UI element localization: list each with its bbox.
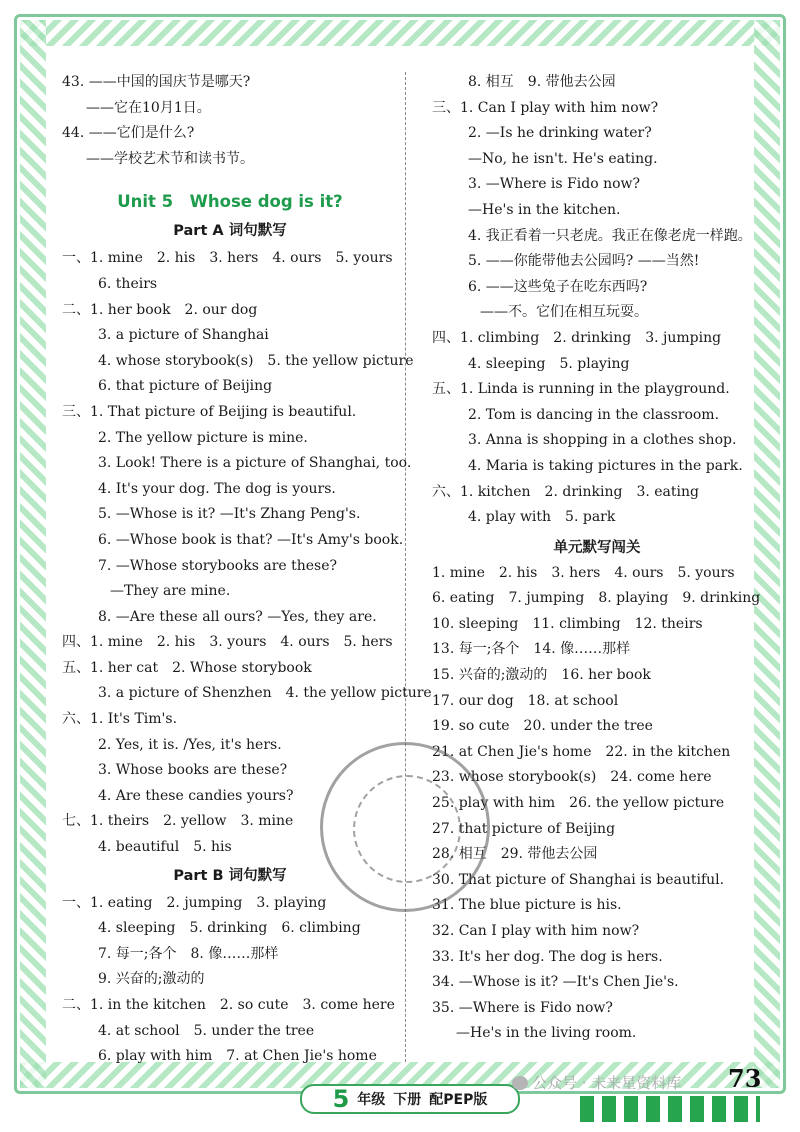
- unit-title: Unit 5 Whose dog is it?: [117, 192, 343, 212]
- part-b-title: Part B 词句默写: [173, 867, 287, 884]
- answer-line: 五、1. her cat 2. Whose storybook: [62, 659, 312, 676]
- answer-line: 4. whose storybook(s) 5. the yellow picture: [98, 352, 414, 369]
- answer-line: 28. 相互 29. 带他去公园: [432, 846, 598, 863]
- left-column: [62, 70, 432, 1070]
- answer-line: 四、1. mine 2. his 3. yours 4. ours 5. hers: [62, 634, 393, 651]
- answer-line: 32. Can I play with him now?: [432, 923, 640, 939]
- answer-line: ——它在10月1日。: [86, 99, 211, 116]
- answer-line: 4. Are these candies yours?: [98, 787, 294, 804]
- answer-line: 17. our dog 18. at school: [432, 692, 619, 709]
- answer-line: 5. —Whose is it? —It's Zhang Peng's.: [98, 506, 361, 523]
- answer-line: 4. play with 5. park: [468, 509, 616, 526]
- answer-line: 6. that picture of Beijing: [98, 378, 273, 395]
- decorative-border-left: [20, 20, 46, 1088]
- part-a-title: Part A 词句默写: [173, 223, 287, 240]
- answer-line: 四、1. climbing 2. drinking 3. jumping: [432, 329, 722, 346]
- answer-line: 23. whose storybook(s) 24. come here: [432, 769, 712, 786]
- answer-line: 3. a picture of Shenzhen 4. the yellow picture: [98, 685, 432, 702]
- grade-label: 年级: [357, 1092, 386, 1108]
- answer-line: 7. —Whose storybooks are these?: [98, 557, 338, 574]
- right-column: [432, 70, 762, 1047]
- answer-line: 一、1. mine 2. his 3. hers 4. ours 5. yours: [62, 250, 393, 267]
- answer-line: 2. Tom is dancing in the classroom.: [468, 406, 720, 423]
- answer-line: 19. so cute 20. under the tree: [432, 718, 653, 735]
- answer-line: 2. The yellow picture is mine.: [98, 429, 308, 446]
- answer-line: 6. theirs: [98, 275, 158, 292]
- answer-line: 4. 我正看着一只老虎。我正在像老虎一样跑。: [468, 227, 752, 244]
- answer-line: 21. at Chen Jie's home 22. in the kitchen: [432, 743, 731, 760]
- answer-line: 2. Yes, it is. /Yes, it's hers.: [98, 736, 282, 753]
- section-title: 单元默写闯关: [553, 539, 641, 556]
- column-divider: [405, 72, 406, 1062]
- term-label: 下册: [393, 1092, 422, 1108]
- grade-number: 5: [332, 1085, 350, 1113]
- answer-line: 4. It's your dog. The dog is yours.: [98, 480, 336, 497]
- answer-line: 33. It's her dog. The dog is hers.: [432, 948, 663, 965]
- answer-line: 8. 相互 9. 带他去公园: [468, 74, 616, 90]
- answer-line: 31. The blue picture is his.: [432, 897, 622, 914]
- answer-line: 二、1. in the kitchen 2. so cute 3. come here: [62, 997, 395, 1013]
- edition-label: 配PEP版: [429, 1092, 488, 1108]
- page-number: 73: [728, 1064, 762, 1093]
- answer-line: 3. Whose books are these?: [98, 762, 288, 779]
- answer-line: ——不。它们在相互玩耍。: [480, 304, 648, 321]
- answer-line: 3. Look! There is a picture of Shanghai, too.: [98, 455, 412, 472]
- watermark-stamp: [320, 742, 490, 912]
- answer-line: 10. sleeping 11. climbing 12. theirs: [432, 615, 703, 632]
- answer-line: 25. play with him 26. the yellow picture: [432, 795, 725, 812]
- answer-line: ——学校艺术节和读书节。: [86, 150, 254, 167]
- answer-line: —He's in the kitchen.: [468, 201, 621, 218]
- answer-line: —They are mine.: [110, 583, 231, 600]
- watermark-text: 公众号 · 未来星资料库: [532, 1074, 682, 1092]
- answer-line: 13. 每一;各个 14. 像……那样: [432, 641, 631, 658]
- answer-line: 6. play with him 7. at Chen Jie's home: [98, 1048, 377, 1065]
- answer-line: —He's in the living room.: [456, 1025, 637, 1042]
- answer-line: 9. 兴奋的;激动的: [98, 971, 205, 988]
- answer-line: 六、1. It's Tim's.: [62, 711, 178, 728]
- wechat-icon: [512, 1076, 528, 1090]
- answer-line: 4. Maria is taking pictures in the park.: [468, 457, 743, 474]
- answer-line: 三、1. That picture of Beijing is beautiful.: [62, 403, 357, 420]
- answer-line: 五、1. Linda is running in the playground.: [432, 381, 730, 398]
- answer-line: 30. That picture of Shanghai is beautiful.: [432, 871, 725, 888]
- decorative-border-top: [20, 20, 780, 46]
- answer-line: 6. —Whose book is that? —It's Amy's book.: [98, 531, 404, 548]
- answer-line: 6. eating 7. jumping 8. playing 9. drinking: [432, 590, 761, 607]
- answer-line: 3. a picture of Shanghai: [98, 327, 269, 344]
- answer-line: 六、1. kitchen 2. drinking 3. eating: [432, 483, 699, 500]
- answer-line: 2. —Is he drinking water?: [468, 125, 652, 142]
- answer-line: 3. Anna is shopping in a clothes shop.: [468, 432, 737, 449]
- answer-line: 8. —Are these all ours? —Yes, they are.: [98, 608, 377, 625]
- footer-edition-badge: [300, 1084, 520, 1114]
- answer-line: 七、1. theirs 2. yellow 3. mine: [62, 813, 294, 830]
- watermark-caption: [512, 1072, 681, 1093]
- footer-decorative-bar: [580, 1096, 760, 1122]
- answer-line: 44. ——它们是什么?: [62, 125, 195, 142]
- answer-line: 43. ——中国的国庆节是哪天?: [62, 74, 251, 90]
- answer-line: 三、1. Can I play with him now?: [432, 99, 659, 116]
- answer-line: 34. —Whose is it? —It's Chen Jie's.: [432, 974, 679, 991]
- answer-line: 7. 每一;各个 8. 像……那样: [98, 945, 279, 962]
- answer-line: 二、1. her book 2. our dog: [62, 301, 258, 318]
- answer-line: 4. at school 5. under the tree: [98, 1022, 315, 1039]
- answer-line: 27. that picture of Beijing: [432, 820, 616, 837]
- answer-line: 6. ——这些兔子在吃东西吗?: [468, 278, 648, 295]
- answer-line: 一、1. eating 2. jumping 3. playing: [62, 894, 327, 911]
- answer-line: 1. mine 2. his 3. hers 4. ours 5. yours: [432, 564, 735, 581]
- answer-line: 35. —Where is Fido now?: [432, 999, 613, 1016]
- answer-line: 4. sleeping 5. drinking 6. climbing: [98, 920, 361, 937]
- answer-line: 4. beautiful 5. his: [98, 839, 232, 856]
- answer-line: 4. sleeping 5. playing: [468, 355, 630, 372]
- answer-line: 15. 兴奋的;激动的 16. her book: [432, 667, 651, 684]
- answer-line: 3. —Where is Fido now?: [468, 176, 641, 193]
- answer-line: 5. ——你能带他去公园吗? ——当然!: [468, 253, 700, 270]
- answer-line: —No, he isn't. He's eating.: [468, 150, 658, 167]
